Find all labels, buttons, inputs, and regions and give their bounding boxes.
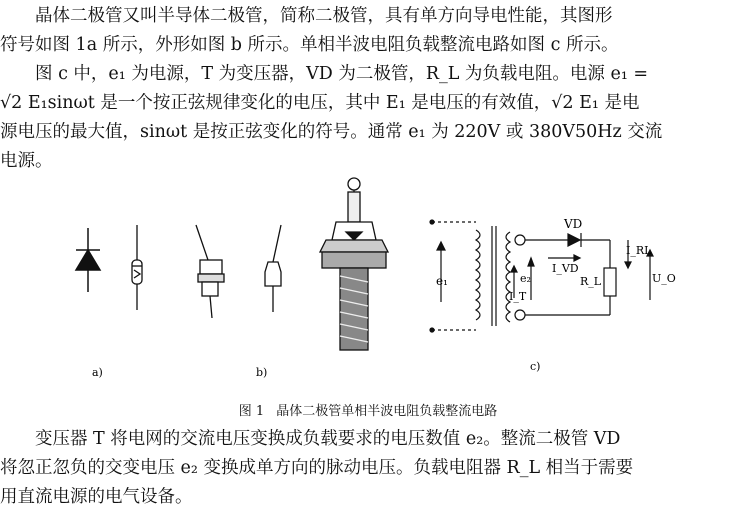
- label-rl: R_L: [580, 275, 602, 288]
- cylinder-diode-icon: [265, 225, 281, 312]
- text-line: 变压器 T 将电网的交流电压变换成负载要求的电压数值 e₂。整流二极管 VD: [0, 429, 621, 449]
- sublabel-b: b): [256, 366, 268, 379]
- figure-drawing: [0, 170, 736, 410]
- text-line: 用直流电源的电气设备。: [0, 487, 193, 507]
- label-uo: U_O: [652, 272, 676, 285]
- sublabel-c: c): [530, 360, 541, 373]
- figure-1: [0, 170, 736, 410]
- label-e2: e₂: [520, 272, 531, 285]
- caption-text: 晶体二极管单相半波电阻负载整流电路: [276, 404, 498, 419]
- label-e1: e₁: [436, 274, 448, 288]
- rectifier-circuit-diagram: [430, 220, 653, 332]
- label-irl: I_RL: [626, 244, 652, 257]
- text-line: 符号如图 1a 所示，外形如图 b 所示。单相半波电阻负载整流电路如图 c 所示。: [0, 35, 619, 55]
- sublabel-a: a): [92, 366, 103, 379]
- text-line: √2 E₁sinωt 是一个按正弦规律变化的电压，其中 E₁ 是电压的有效值，√2 E₁ 是电: [0, 93, 640, 113]
- paragraph-intro: [0, 2, 736, 60]
- paragraph-transformer: [0, 425, 736, 512]
- text-line: 电源。: [0, 151, 53, 171]
- glass-diode-icon: [132, 225, 142, 310]
- stud-diode-icon: [320, 178, 388, 350]
- caption-number: 图 1: [238, 404, 265, 419]
- text-line: 图 c 中，e₁ 为电源，T 为变压器，VD 为二极管，R_L 为负载电阻。电源 e₁ =: [0, 64, 649, 84]
- label-it: I_T: [509, 290, 527, 303]
- text-line: 晶体二极管又叫半导体二极管，简称二极管，具有单方向导电性能，其图形: [0, 6, 613, 26]
- figure-caption: [0, 400, 736, 419]
- label-ivd: I_VD: [552, 262, 579, 275]
- diode-symbol-icon: [76, 228, 100, 292]
- text-line: 源电压的最大值，sinωt 是按正弦变化的符号。通常 e₁ 为 220V 或 380V50Hz 交流: [0, 122, 663, 142]
- paragraph-circuit-description: [0, 60, 736, 176]
- label-vd: VD: [564, 217, 583, 231]
- power-diode-icon: [196, 225, 224, 318]
- text-line: 将忽正忽负的交变电压 e₂ 变换成单方向的脉动电压。负载电阻器 R_L 相当于需要: [0, 458, 634, 478]
